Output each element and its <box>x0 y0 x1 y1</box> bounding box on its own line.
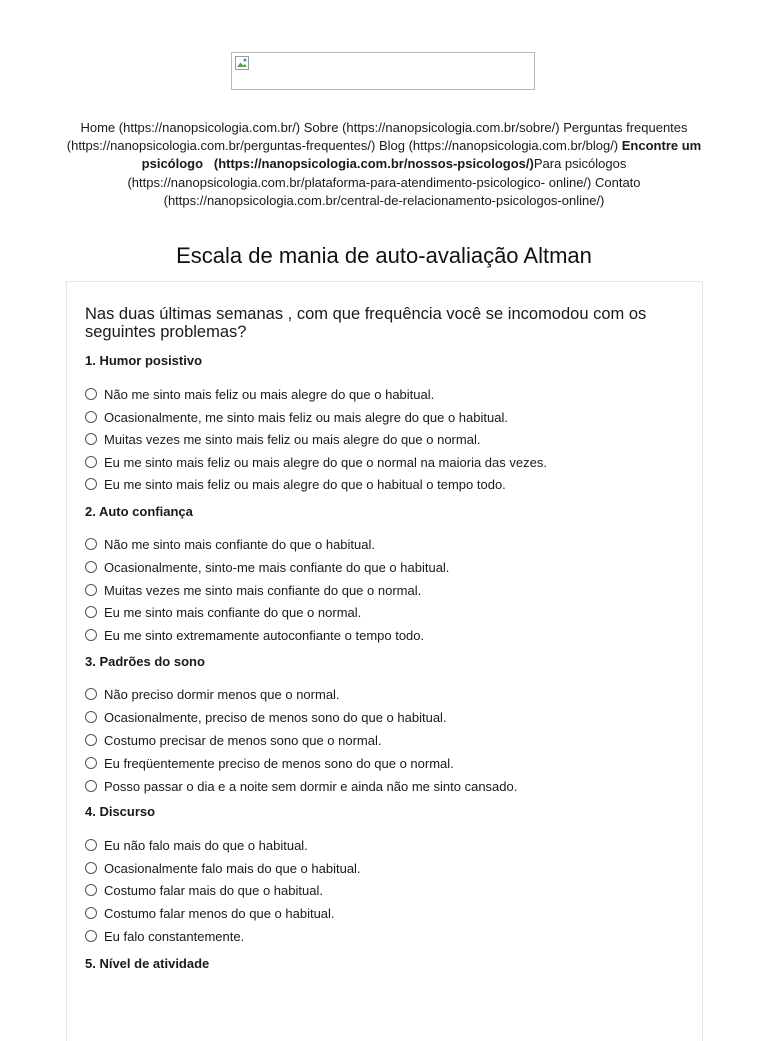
option-label: Eu freqüentemente preciso de menos sono do que o normal. <box>104 755 454 771</box>
radio-button[interactable] <box>85 839 97 851</box>
radio-button[interactable] <box>85 433 97 445</box>
radio-button[interactable] <box>85 711 97 723</box>
radio-button[interactable] <box>85 411 97 423</box>
radio-button[interactable] <box>85 862 97 874</box>
answer-option[interactable] <box>85 454 547 470</box>
answer-option[interactable] <box>85 409 508 425</box>
radio-button[interactable] <box>85 561 97 573</box>
page-title: Escala de mania de auto-avaliação Altman <box>176 243 592 268</box>
radio-button[interactable] <box>85 584 97 596</box>
radio-button[interactable] <box>85 456 97 468</box>
answer-option[interactable] <box>85 709 447 725</box>
radio-button[interactable] <box>85 884 97 896</box>
question-title: 3. Padrões do sono <box>85 654 205 669</box>
answer-option[interactable] <box>85 928 244 944</box>
answer-option[interactable] <box>85 431 480 447</box>
nav-para-psicologos-link[interactable]: Para psicólogos (https://nanopsicologia.com.br/plataforma-para-atendimento-psicologico- online/) <box>127 156 627 190</box>
nav-home-link[interactable]: Home (https://nanopsicologia.com.br/) <box>80 120 301 135</box>
questionnaire-card <box>66 281 703 1041</box>
option-label: Muitas vezes me sinto mais feliz ou mais alegre do que o normal. <box>104 431 481 447</box>
radio-button[interactable] <box>85 757 97 769</box>
radio-button[interactable] <box>85 538 97 550</box>
answer-option[interactable] <box>85 476 506 492</box>
radio-button[interactable] <box>85 907 97 919</box>
option-label: Eu me sinto mais confiante do que o normal. <box>104 604 362 620</box>
option-label: Muitas vezes me sinto mais confiante do que o normal. <box>104 582 422 598</box>
answer-option[interactable] <box>85 778 517 794</box>
radio-button[interactable] <box>85 478 97 490</box>
radio-button[interactable] <box>85 780 97 792</box>
answer-option[interactable] <box>85 882 323 898</box>
option-label: Costumo falar mais do que o habitual. <box>104 882 323 898</box>
answer-option[interactable] <box>85 559 449 575</box>
question-title: 4. Discurso <box>85 804 156 819</box>
option-label: Costumo precisar de menos sono que o normal. <box>104 732 382 748</box>
answer-option[interactable] <box>85 905 335 921</box>
radio-button[interactable] <box>85 930 97 942</box>
nav-perguntas-link[interactable]: Perguntas frequentes (https://nanopsicologia.com.br/perguntas-frequentes/) <box>66 120 688 154</box>
answer-option[interactable] <box>85 536 375 552</box>
answer-option[interactable] <box>85 860 361 876</box>
answer-option[interactable] <box>85 386 434 402</box>
broken-image-icon <box>234 55 250 71</box>
option-label: Costumo falar menos do que o habitual. <box>104 905 335 921</box>
option-label: Não me sinto mais feliz ou mais alegre do que o habitual. <box>104 386 435 402</box>
answer-option[interactable] <box>85 627 424 643</box>
answer-option[interactable] <box>85 732 381 748</box>
question-title: 2. Auto confiança <box>85 504 193 519</box>
nav-encontre-link[interactable]: Encontre um psicólogo (https://nanopsicologia.com.br/nossos-psicologos/) <box>141 138 705 172</box>
top-navigation <box>40 119 728 210</box>
answer-option[interactable] <box>85 582 421 598</box>
questionnaire-intro: Nas duas últimas semanas , com que frequência você se incomodou com os seguintes problemas? <box>85 305 647 341</box>
radio-button[interactable] <box>85 688 97 700</box>
option-label: Eu me sinto extremamente autoconfiante o tempo todo. <box>104 627 425 643</box>
radio-button[interactable] <box>85 734 97 746</box>
option-label: Posso passar o dia e a noite sem dormir e ainda não me sinto cansado. <box>104 778 518 794</box>
option-label: Ocasionalmente, me sinto mais feliz ou mais alegre do que o habitual. <box>104 409 508 425</box>
question-title: 1. Humor posistivo <box>85 353 203 368</box>
option-label: Eu não falo mais do que o habitual. <box>104 837 308 853</box>
nav-sobre-link[interactable]: Sobre (https://nanopsicologia.com.br/sobre/) <box>303 120 560 135</box>
answer-option[interactable] <box>85 686 340 702</box>
option-label: Não preciso dormir menos que o normal. <box>104 686 340 702</box>
option-label: Eu me sinto mais feliz ou mais alegre do que o normal na maioria das vezes. <box>104 454 547 470</box>
radio-button[interactable] <box>85 388 97 400</box>
answer-option[interactable] <box>85 604 361 620</box>
option-label: Ocasionalmente, sinto-me mais confiante do que o habitual. <box>104 559 450 575</box>
option-label: Não me sinto mais confiante do que o habitual. <box>104 536 376 552</box>
nav-contato-link[interactable]: Contato (https://nanopsicologia.com.br/central-de-relacionamento-psicologos-online/) <box>163 174 641 208</box>
option-label: Ocasionalmente, preciso de menos sono do que o habitual. <box>104 709 447 725</box>
option-label: Eu me sinto mais feliz ou mais alegre do que o habitual o tempo todo. <box>104 476 506 492</box>
logo-image <box>231 52 535 90</box>
option-label: Ocasionalmente falo mais do que o habitual. <box>104 860 361 876</box>
answer-option[interactable] <box>85 837 308 853</box>
radio-button[interactable] <box>85 629 97 641</box>
question-title: 5. Nível de atividade <box>85 956 210 971</box>
answer-option[interactable] <box>85 755 454 771</box>
nav-blog-link[interactable]: Blog (https://nanopsicologia.com.br/blog/) <box>378 138 619 154</box>
option-label: Eu falo constantemente. <box>104 928 245 944</box>
radio-button[interactable] <box>85 606 97 618</box>
